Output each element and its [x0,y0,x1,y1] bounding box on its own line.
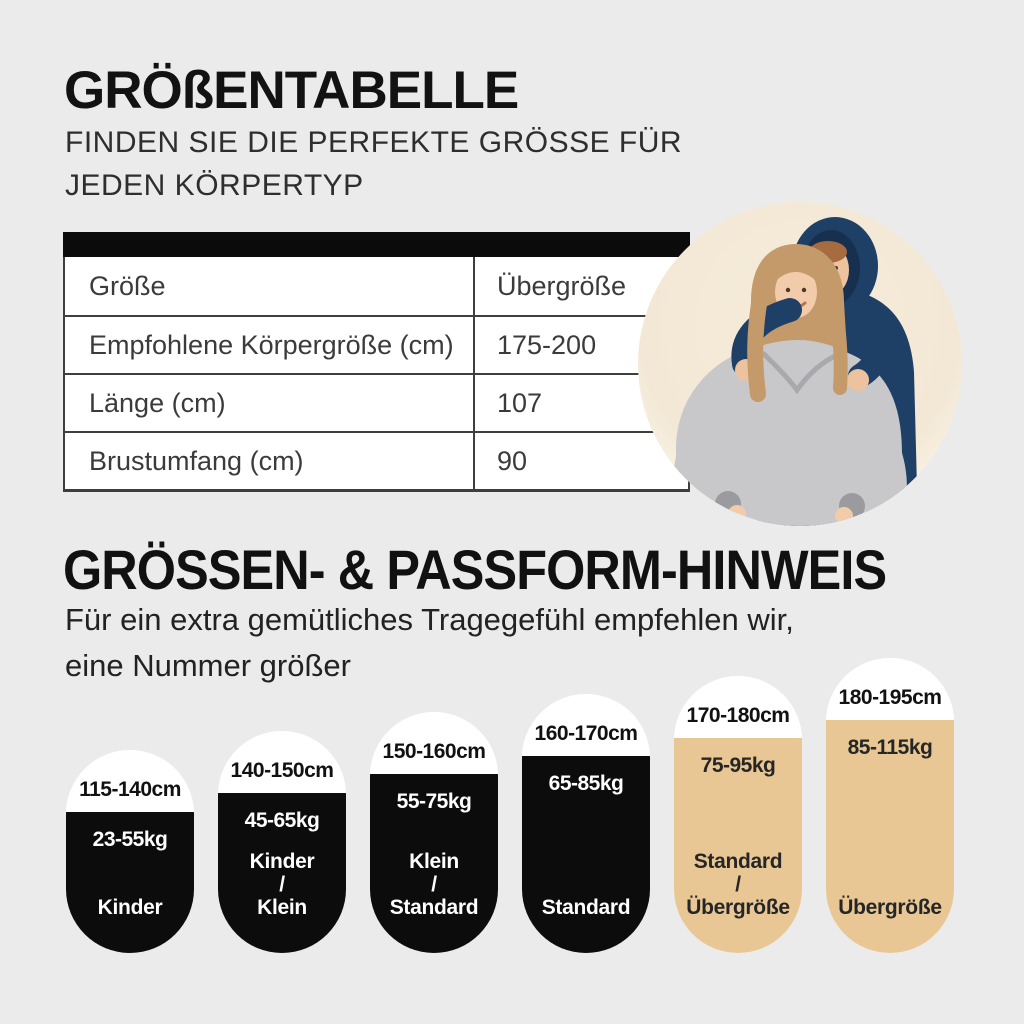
table-row [65,257,688,315]
size-pill-kinder [66,750,194,953]
size-table-header-bar [63,232,690,257]
pill-height-range: 170-180cm [674,676,802,738]
size-pill-standard [522,694,650,953]
table-row [65,315,688,373]
size-table-grid [63,257,690,492]
table-row-label: Länge (cm) [65,375,475,431]
pill-height-range: 150-160cm [370,712,498,774]
pill-size-line: Kinder [97,896,163,919]
pill-size-line: Übergröße [838,896,942,919]
pill-body [522,756,650,953]
pill-size-name [370,850,498,919]
pill-size-name [674,850,802,919]
table-row-value: 175-200 [497,329,597,360]
size-table [63,232,690,492]
pill-height-range: 160-170cm [522,694,650,756]
product-photo [638,202,962,526]
pill-size-line: Klein [257,896,307,919]
pill-body [826,720,954,953]
pill-weight-range: 85-115kg [847,736,933,759]
table-row [65,431,688,489]
fit-note-subtitle-line-2: eine Nummer größer [65,648,351,683]
fit-note-subtitle-line-1: Für ein extra gemütliches Tragegefühl empfehlen wir, [65,602,794,637]
pill-weight-range: 75-95kg [700,754,776,777]
pill-body [218,793,346,953]
page-subtitle-line-2: JEDEN KÖRPERTYP [65,169,364,202]
pill-size-line: / [735,873,741,896]
pill-body [674,738,802,953]
pill-size-line: Übergröße [686,896,790,919]
pill-weight-range: 55-75kg [396,790,472,813]
size-pill-standard-uebergroesse [674,676,802,953]
pill-size-line: Klein [409,850,459,873]
table-row-label: Brustumfang (cm) [65,433,475,489]
size-pill-kinder-klein [218,731,346,953]
page-subtitle [65,121,682,207]
table-row-label: Empfohlene Körpergröße (cm) [65,317,475,373]
fit-note-title: GRÖSSEN- & PASSFORM-HINWEIS [63,538,887,601]
pill-size-line: Standard [541,896,631,919]
pill-height-range: 140-150cm [218,731,346,793]
size-pill-klein-standard [370,712,498,953]
pill-size-name [66,896,194,919]
page-title: GRÖßENTABELLE [64,61,519,120]
table-row-value: Übergröße [497,270,627,301]
pill-height-range: 115-140cm [66,750,194,812]
pill-body [370,774,498,953]
pill-size-line: Standard [389,896,479,919]
pill-size-line: / [431,873,437,896]
pill-height-range: 180-195cm [826,658,954,720]
pill-size-name [826,896,954,919]
table-row-value: 107 [497,387,543,418]
pill-body [66,812,194,953]
pill-size-line: / [279,873,285,896]
pill-weight-range: 23-55kg [92,828,168,851]
table-row-value: 90 [497,445,528,476]
couple-hoodie-illustration [638,202,962,526]
fit-note-subtitle [65,597,794,689]
pill-size-name [218,850,346,919]
pill-weight-range: 65-85kg [548,772,624,795]
pill-size-line: Standard [693,850,783,873]
pill-weight-range: 45-65kg [244,809,320,832]
page-subtitle-line-1: FINDEN SIE DIE PERFEKTE GRÖSSE FÜR [65,126,683,159]
pill-size-name [522,896,650,919]
table-row [65,373,688,431]
table-row-label: Größe [65,257,475,315]
pill-size-line: Kinder [249,850,315,873]
size-pill-uebergroesse [826,658,954,953]
